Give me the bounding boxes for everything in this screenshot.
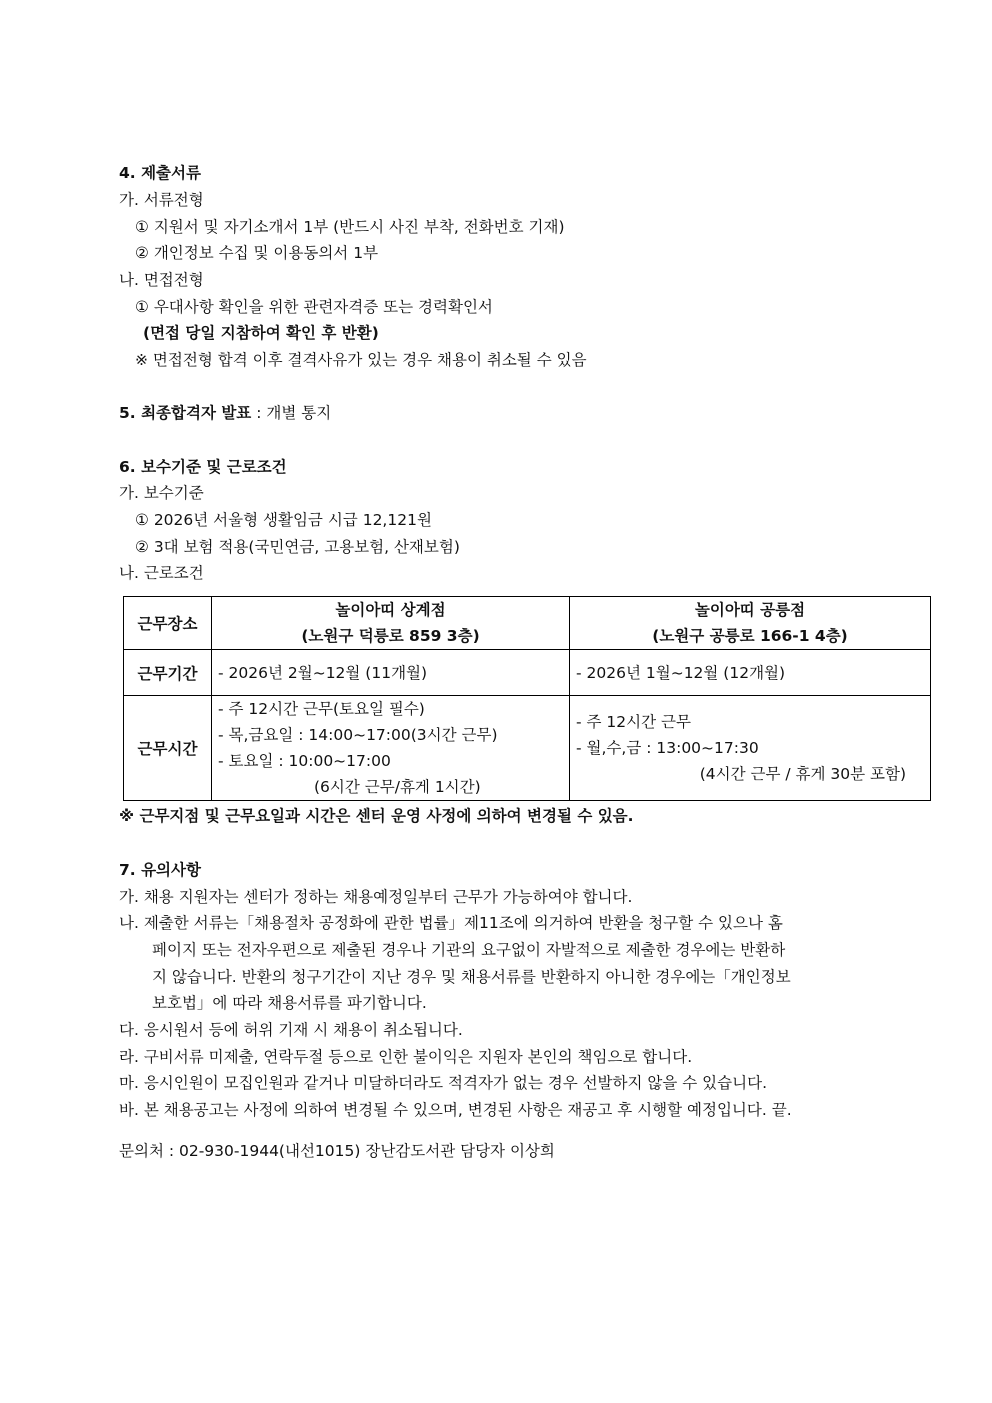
- branch-2-hours: [570, 696, 931, 801]
- section-6-title: 6. 보수기준 및 근로조건: [119, 458, 287, 476]
- s6-work: 나. 근로조건: [119, 564, 204, 582]
- header-period: 근무기간: [124, 650, 212, 696]
- s4-interview-item: ① 우대사항 확인을 위한 관련자격증 또는 경력확인서: [135, 298, 493, 316]
- table-row: [124, 597, 931, 650]
- section-7-title: 7. 유의사항: [119, 861, 201, 879]
- s6-pay: 가. 보수기준: [119, 484, 204, 502]
- hours-line: (6시간 근무/휴게 1시간): [314, 778, 481, 796]
- s7-line-2a: 나. 제출한 서류는「채용절차 공정화에 관한 법률」제11조에 의거하여 반환을 청구할 수 있으나 홈: [119, 914, 783, 932]
- s7-line-2b: 페이지 또는 전자우편으로 제출된 경우나 기관의 요구없이 자발적으로 제출한 경우에는 반환하: [152, 941, 786, 959]
- s4-interview-note: (면접 당일 지참하여 확인 후 반환): [143, 324, 379, 342]
- work-conditions-table: [123, 596, 931, 801]
- hours-line: (4시간 근무 / 휴게 30분 포함): [699, 765, 906, 783]
- s7-line-3: 다. 응시원서 등에 허위 기재 시 채용이 취소됩니다.: [119, 1021, 463, 1039]
- s7-line-2d: 보호법」에 따라 채용서류를 파기합니다.: [152, 994, 427, 1012]
- branch-1-name: 놀이아띠 상계점: [335, 601, 446, 619]
- s4-warning: ※ 면접전형 합격 이후 결격사유가 있는 경우 채용이 취소될 수 있음: [135, 351, 587, 369]
- s7-line-4: 라. 구비서류 미제출, 연락두절 등으로 인한 불이익은 지원자 본인의 책임으로 합니다.: [119, 1048, 693, 1066]
- s4-item-2: ② 개인정보 수집 및 이용동의서 1부: [135, 244, 379, 262]
- table-row: [124, 650, 931, 696]
- hours-line: - 주 12시간 근무: [576, 713, 691, 731]
- hours-line: - 목,금요일 : 14:00~17:00(3시간 근무): [218, 726, 498, 744]
- s6-pay-2: ② 3대 보험 적용(국민연금, 고용보험, 산재보험): [135, 538, 460, 556]
- branch-2-address: (노원구 공릉로 166-1 4층): [652, 627, 848, 645]
- s7-line-6: 바. 본 채용공고는 사정에 의하여 변경될 수 있으며, 변경된 사항은 재공고 후 시행할 예정입니다. 끝.: [119, 1101, 792, 1119]
- contact-line: 문의처 : 02-930-1944(내선1015) 장난감도서관 담당자 이상희: [119, 1142, 555, 1160]
- s7-line-5: 마. 응시인원이 모집인원과 같거나 미달하더라도 적격자가 없는 경우 선발하지 않을 수 있습니다.: [119, 1074, 768, 1092]
- s6-note: ※ 근무지점 및 근무요일과 시간은 센터 운영 사정에 의하여 변경될 수 있음.: [119, 807, 634, 825]
- hours-line: - 토요일 : 10:00~17:00: [218, 752, 391, 770]
- s7-line-2c: 지 않습니다. 반환의 청구기간이 지난 경우 및 채용서류를 반환하지 아니한 경우에는「개인정보: [152, 968, 791, 986]
- s7-line-1: 가. 채용 지원자는 센터가 정하는 채용예정일부터 근무가 가능하여야 합니다.: [119, 888, 633, 906]
- hours-line: - 월,수,금 : 13:00~17:30: [576, 739, 759, 757]
- branch-1-cell: [212, 597, 570, 650]
- header-time: 근무시간: [124, 696, 212, 801]
- branch-2-name: 놀이아띠 공릉점: [694, 601, 806, 619]
- s6-pay-1: ① 2026년 서울형 생활임금 시급 12,121원: [135, 511, 432, 529]
- table-row: [124, 696, 931, 801]
- branch-1-address: (노원구 덕릉로 859 3층): [301, 627, 480, 645]
- section-4-title: 4. 제출서류: [119, 164, 201, 182]
- branch-1-hours: [212, 696, 570, 801]
- hours-line: - 주 12시간 근무(토요일 필수): [218, 700, 425, 718]
- section-5: [119, 403, 331, 423]
- s4-interview: 나. 면접전형: [119, 271, 204, 289]
- section-5-title: 5. 최종합격자 발표: [119, 404, 252, 422]
- section-5-text: : 개별 통지: [251, 404, 332, 422]
- s4-item-1: ① 지원서 및 자기소개서 1부 (반드시 사진 부착, 전화번호 기재): [135, 218, 565, 236]
- branch-1-period: - 2026년 2월~12월 (11개월): [212, 650, 570, 696]
- header-place: 근무장소: [124, 597, 212, 650]
- s4-doc-screening: 가. 서류전형: [119, 191, 204, 209]
- branch-2-cell: [570, 597, 931, 650]
- branch-2-period: - 2026년 1월~12월 (12개월): [570, 650, 931, 696]
